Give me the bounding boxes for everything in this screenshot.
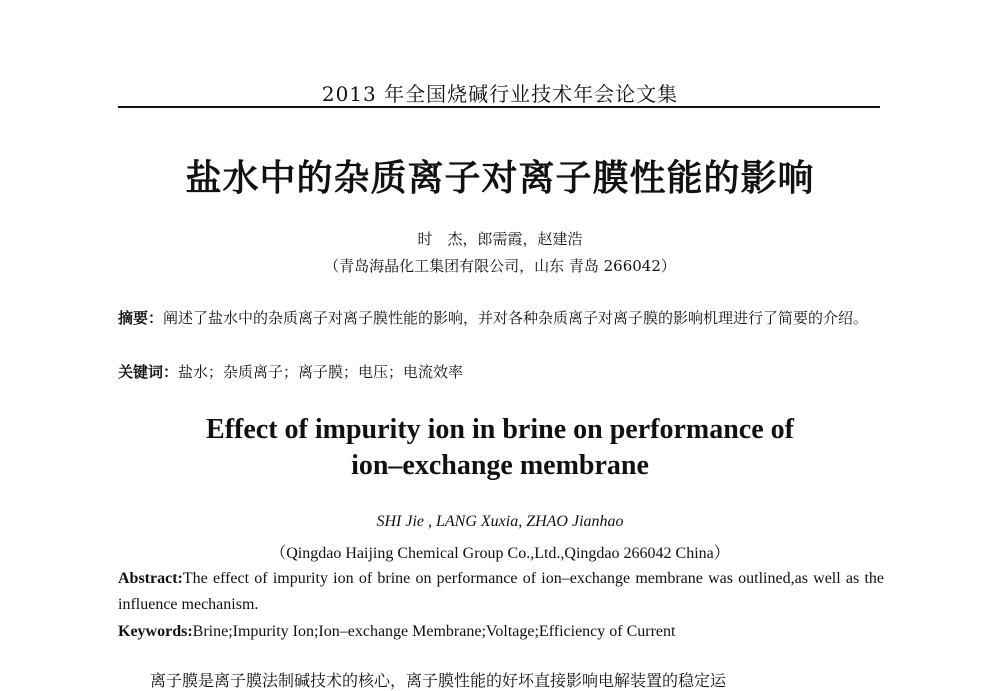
body-text-first-line: 离子膜是离子膜法制碱技术的核心，离子膜性能的好坏直接影响电解装置的稳定运 bbox=[150, 671, 727, 690]
paper-title-en-line1: Effect of impurity ion in brine on performance of bbox=[206, 414, 794, 445]
header-divider bbox=[118, 106, 880, 108]
abstract-cn-text: 阐述了盐水中的杂质离子对离子膜性能的影响，并对各种杂质离子对离子膜的影响机理进行了简要的介绍。 bbox=[163, 309, 869, 327]
paper-title-en bbox=[0, 412, 1000, 484]
abstract-en-text: The effect of impurity ion of brine on performance of ion–exchange membrane was outlined,as well as the influence mechanism. bbox=[118, 570, 884, 613]
affiliation-cn: （青岛海晶化工集团有限公司，山东 青岛 266042） bbox=[324, 257, 676, 275]
keywords-en bbox=[118, 619, 884, 645]
abstract-cn bbox=[118, 305, 884, 331]
keywords-cn-text: 盐水；杂质离子；离子膜；电压；电流效率 bbox=[178, 363, 464, 381]
keywords-cn bbox=[118, 359, 884, 385]
paper-title-en-line2: ion–exchange membrane bbox=[351, 450, 649, 481]
keywords-en-text: Brine;Impurity Ion;Ion–exchange Membrane;Voltage;Efficiency of Current bbox=[192, 623, 676, 640]
abstract-cn-label: 摘要： bbox=[118, 309, 164, 327]
keywords-cn-label: 关键词： bbox=[118, 363, 179, 381]
affiliation-en: （Qingdao Haijing Chemical Group Co.,Ltd.,Qingdao 266042 China） bbox=[270, 545, 730, 562]
authors-en: SHI Jie , LANG Xuxia, ZHAO Jianhao bbox=[376, 513, 624, 530]
authors-cn: 时 杰，郎需霞，赵建浩 bbox=[417, 230, 583, 248]
keywords-en-label: Keywords: bbox=[118, 623, 193, 640]
abstract-en bbox=[118, 566, 884, 618]
paper-title-cn: 盐水中的杂质离子对离子膜性能的影响 bbox=[185, 158, 815, 199]
proceedings-header-title: 2013 年全国烧碱行业技术年会论文集 bbox=[321, 82, 679, 106]
abstract-en-label: Abstract: bbox=[118, 570, 183, 587]
